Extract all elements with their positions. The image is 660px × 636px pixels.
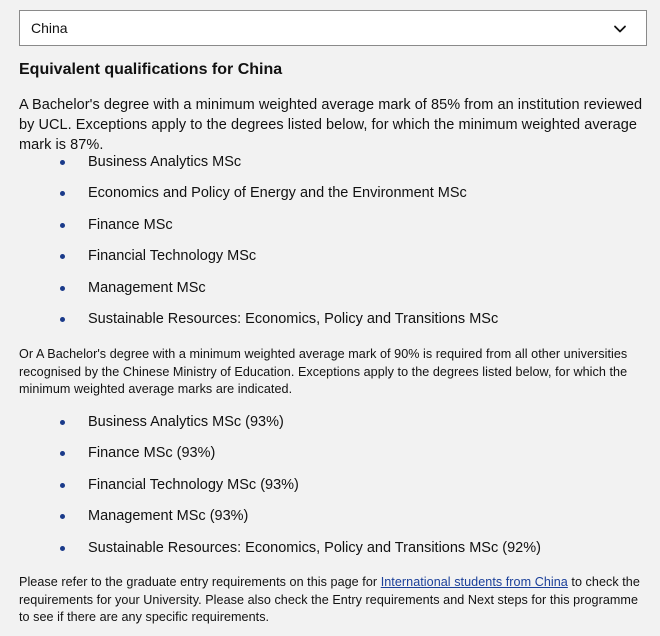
list-item: Business Analytics MSc [0, 152, 498, 183]
international-students-link[interactable]: International students from China [380, 575, 568, 589]
bullet-icon [60, 254, 65, 259]
list-item: Business Analytics MSc (93%) [0, 412, 541, 443]
list-item: Management MSc (93%) [0, 506, 541, 537]
chevron-down-icon [613, 22, 627, 36]
programme-list-87 [0, 152, 498, 340]
bullet-icon [60, 160, 65, 165]
list-item: Finance MSc [0, 215, 498, 246]
country-select[interactable] [19, 10, 647, 46]
bullet-icon [60, 317, 65, 322]
list-item: Management MSc [0, 278, 498, 309]
intro-paragraph: A Bachelor's degree with a minimum weighted average mark of 85% from an institution reviewed by UCL. Exceptions apply to the degrees listed below, for which the minimum weighted average mark is 87%. [19, 97, 643, 153]
list-item: Finance MSc (93%) [0, 443, 541, 474]
programme-list-other [0, 412, 541, 569]
bullet-icon [60, 420, 65, 425]
list-item: Economics and Policy of Energy and the Environment MSc [0, 183, 498, 214]
list-item: Sustainable Resources: Economics, Policy and Transitions MSc [0, 309, 498, 340]
alt-requirement-paragraph: Or A Bachelor's degree with a minimum weighted average mark of 90% is required from all other universities recognised by the Chinese Ministry of Education. Exceptions apply to the degrees listed below, for which the minimum weighted average marks are indicated. [19, 347, 628, 397]
list-item: Financial Technology MSc (93%) [0, 475, 541, 506]
list-item: Sustainable Resources: Economics, Policy and Transitions MSc (92%) [0, 538, 541, 569]
bullet-icon [60, 451, 65, 456]
list-item: Financial Technology MSc [0, 246, 498, 277]
bullet-icon [60, 546, 65, 551]
bullet-icon [60, 483, 65, 488]
bullet-icon [60, 286, 65, 291]
country-select-value: China [31, 20, 68, 36]
bullet-icon [60, 223, 65, 228]
bullet-icon [60, 191, 65, 196]
qualifications-heading: Equivalent qualifications for China [19, 61, 283, 78]
bullet-icon [60, 514, 65, 519]
footer-paragraph: Please refer to the graduate entry requirements on this page for International students from China to check the requirements for your University. Please also check the Entry requirements and Next steps for this programme to see if there are any specific requirements. [19, 575, 640, 625]
